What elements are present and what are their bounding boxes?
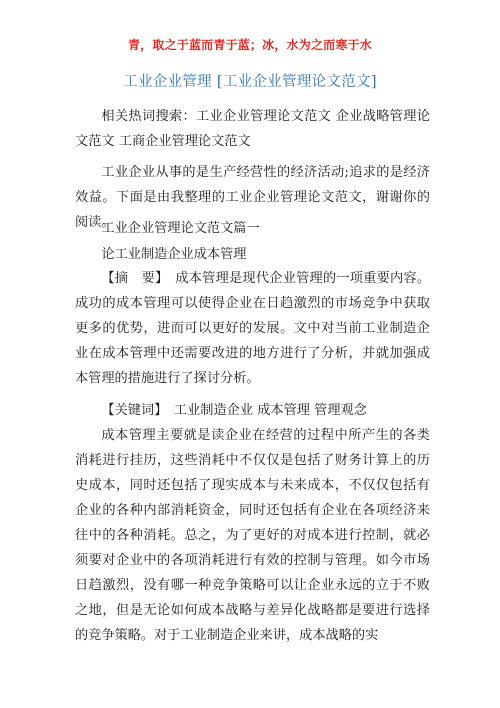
paper-title-block	[75, 242, 430, 267]
keywords-paragraph	[75, 398, 430, 423]
keywords-block	[75, 398, 430, 423]
abstract-paragraph	[75, 266, 430, 391]
hot-search-label: 相关热词搜索：	[101, 109, 197, 124]
hot-search-paragraph	[75, 104, 430, 154]
section-heading: 工业企业管理论文范文篇一	[101, 221, 260, 236]
hot-search-terms: 工业企业管理论文范文 企业战略管理论文范文 工商企业管理论文范文	[75, 109, 430, 149]
paper-title: 论工业制造企业成本管理	[101, 247, 247, 262]
abstract-label: 【摘 要】	[101, 271, 162, 286]
keywords-label: 【关键词】	[101, 403, 161, 418]
page-title: 工业企业管理 [工业企业管理论文范文]	[123, 74, 377, 90]
body-paragraph: 成本管理主要就是读企业在经营的过程中所产生的各类消耗进行挂历，这些消耗中不仅仅是包括了财务计算上的历史成本，同时还包括了现实成本与未来成本，不仅仅包括有企业的各种内部消耗资金，同时还包括有企业在各项经济来往中的各种消耗。总之，为了更好的对成本进行控制，就必须要对企业中的各项消耗进行有效的控制与管理。如今市场日趋激烈，没有哪一种竞争策略可以让企业永远的立于不败之地，但是无论如何成本战略与差异化战略都是要进行选择的竞争策略。对于工业制造企业来讲，成本战略的实	[75, 428, 430, 643]
abstract-block	[75, 266, 430, 391]
main-body-block	[75, 423, 430, 648]
keywords-text: 工业制造企业 成本管理 管理观念	[173, 403, 367, 418]
section-heading-block	[75, 216, 430, 241]
hot-search-block	[75, 104, 430, 154]
intro-paragraph: 工业企业从事的是生产经营性的经济活动;追求的是经济效益。下面是由我整理的工业企业管理论文范文，谢谢你的阅读。	[75, 165, 430, 230]
abstract-text: 成本管理是现代企业管理的一项重要内容。成功的成本管理可以使得企业在日趋激烈的市场竞争中获取更多的优势，进而可以更好的发展。文中对当前工业制造企业在成本管理中还需要改进的地方进行了分析，并就加强成本管理的措施进行了探讨分析。	[75, 271, 431, 386]
header-motto: 青，取之于蓝而青于蓝；冰，水为之而寒于水	[127, 38, 372, 52]
